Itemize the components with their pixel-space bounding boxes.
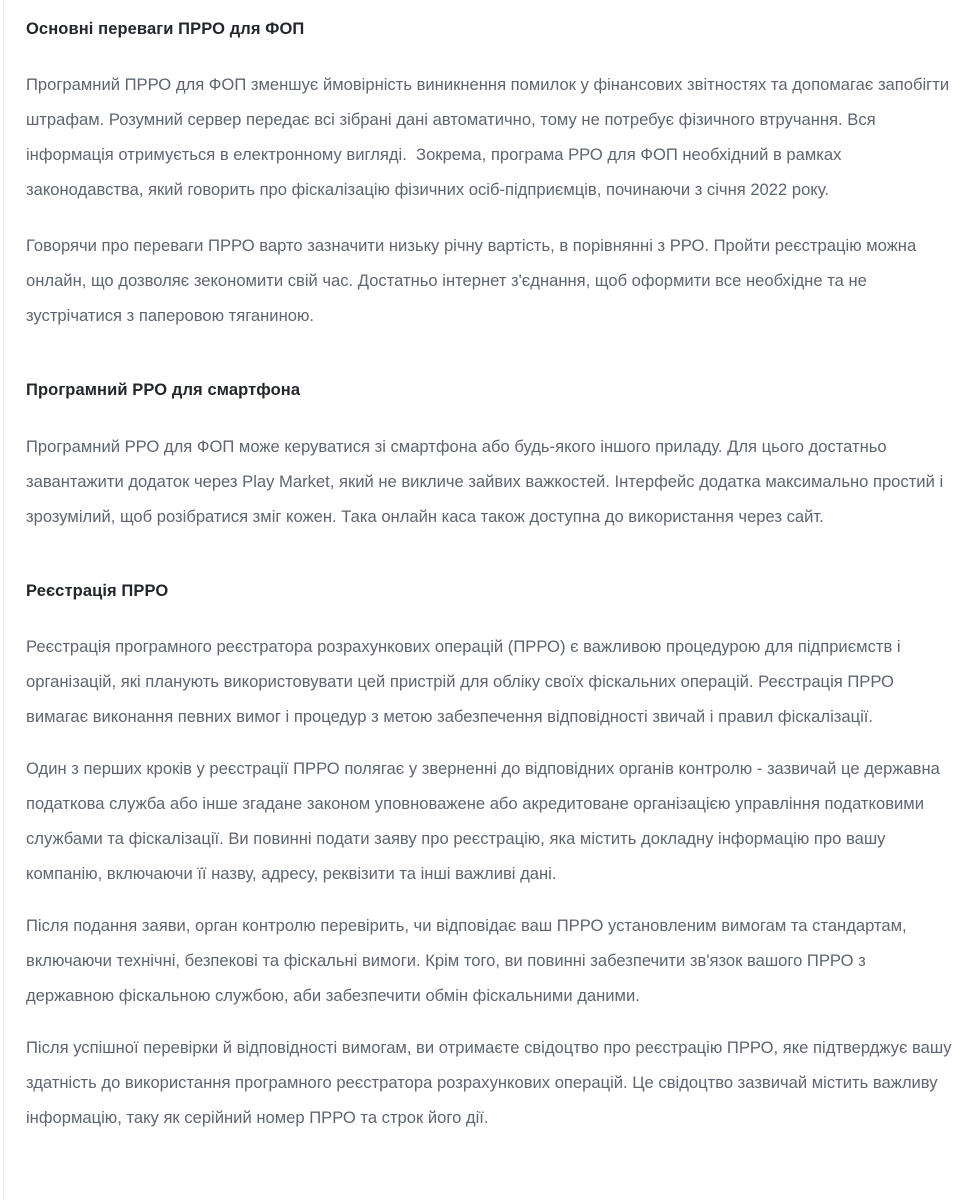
paragraph-advantages-2: Говорячи про переваги ПРРО варто зазначити низьку річну вартість, в порівнянні з РРО. Пройти реєстрацію можна онлайн, що дозволяє зекономити свій час. Достатньо інтернет з'єднання, щоб оформити все необхідне та не зустрічатися з паперовою тяганиною. [26,236,921,326]
paragraph-registration-4: Після успішної перевірки й відповідності вимогам, ви отримаєте свідоцтво про реєстрацію ПРРО, яке підтверджує вашу здатність до використання програмного реєстратора розрахункових операцій. Це свідоцтво зазвичай містить важливу інформацію, таку як серійний номер ПРРО та строк його дії. [26,1037,957,1127]
paragraph-registration-2: Один з перших кроків у реєстрації ПРРО полягає у зверненні до відповідних органів контролю - зазвичай це державна податкова служба або інше згадане законом уповноважене або акредитоване організацією управління податковими службами та фіскалізації. Ви повинні подати заяву про реєстрацію, яка містить докладну інформацію про вашу компанію, включаючи її назву, адресу, реквізити та інші важливі дані. [26,758,945,883]
paragraph-registration-1: Реєстрація програмного реєстратора розрахункових операцій (ПРРО) є важливою процедурою для підприємств і організацій, які планують використовувати цей пристрій для обліку своїх фіскальних операцій. Реєстрація ПРРО вимагає виконання певних вимог і процедур з метою забезпечення відповідності звичай і правил фіскалізації. [26,636,906,726]
section-heading-smartphone: Програмний РРО для смартфона [26,381,301,400]
paragraph-smartphone-1: Програмний РРО для ФОП може керуватися зі смартфона або будь-якого іншого приладу. Для цього достатньо завантажити додаток через Play Market, який не викличе зайвих важкостей. Інтерфейс додатка максимально простий і зрозумілий, щоб розібратися зміг кожен. Така онлайн каса також доступна до використання через сайт. [26,436,948,526]
section-advantages [26,18,962,333]
section-heading-advantages: Основні переваги ПРРО для ФОП [26,20,305,38]
section-smartphone [26,379,962,533]
paragraph-advantages-1: Програмний ПРРО для ФОП зменшує ймовірність виникнення помилок у фінансових звітностях та допомагає запобігти штрафам. Розумний сервер передає всі зібрані дані автоматично, тому не потребує фізичного втручання. Вся інформація отримується в електронному вигляді. Зокрема, програма РРО для ФОП необхідний в рамках законодавства, який говорить про фіскалізацію фізичних осіб-підприємців, починаючи з січня 2022 року. [26,75,954,200]
paragraph-registration-3: Після подання заяви, орган контролю перевірить, чи відповідає ваш ПРРО установленим вимогам та стандартам, включаючи технічні, безпекові та фіскальні вимоги. Крім того, ви повинні забезпечити зв'язок вашого ПРРО з державною фіскальною службою, аби забезпечити обмін фіскальними даними. [26,915,912,1005]
section-registration [26,580,962,1135]
section-heading-registration: Реєстрація ПРРО [26,581,169,600]
